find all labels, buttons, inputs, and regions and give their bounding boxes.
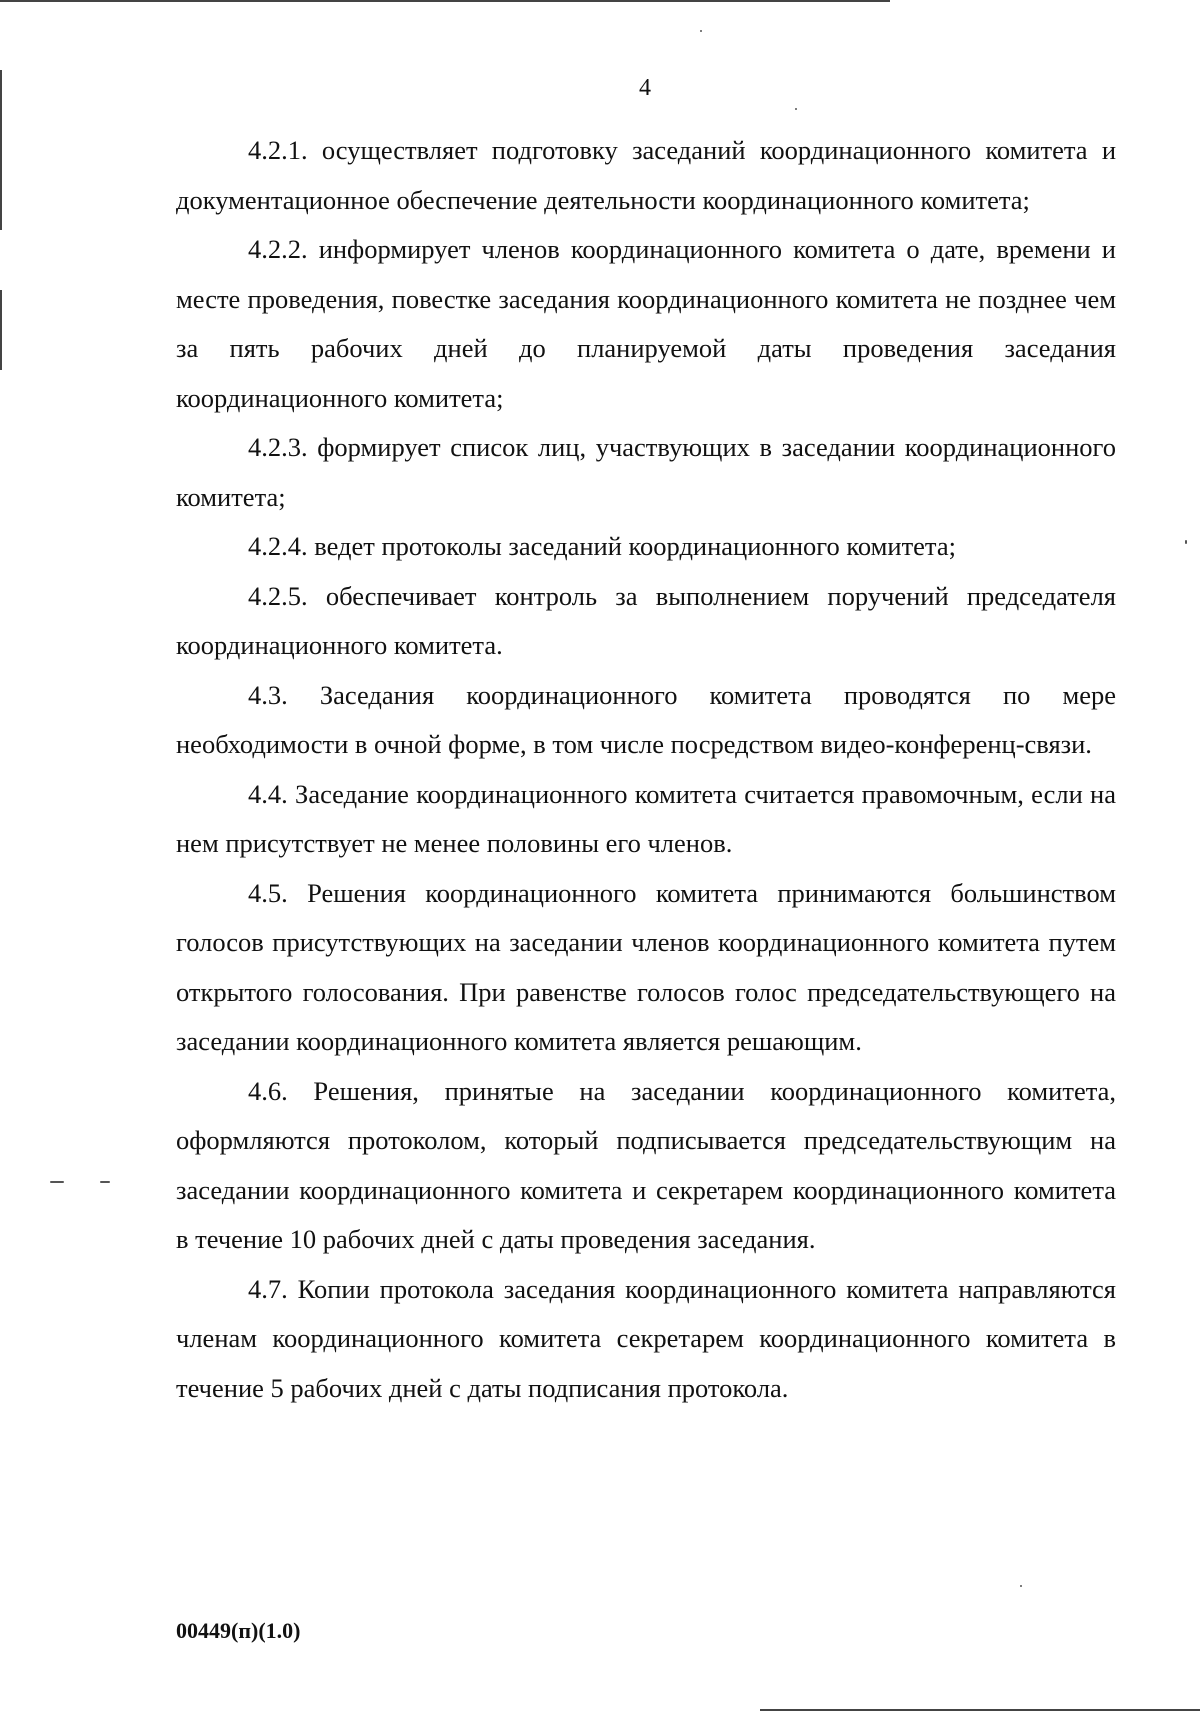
scan-speck [795, 108, 797, 110]
paragraph-4-2-4: 4.2.4. ведет протоколы заседаний координационного комитета; [248, 531, 956, 561]
scan-speck [700, 30, 702, 32]
page-number: 4 [639, 75, 651, 101]
paragraph-4-2-1: 4.2.1. осуществляет подготовку заседаний координационного комитета и документационное обеспечение деятельности координационного комитета; [176, 135, 1116, 215]
paragraph-4-4: 4.4. Заседание координационного комитета считается правомочным, если на нем присутствует не менее половины его членов. [176, 778, 1116, 858]
paragraph-4-5: 4.5. Решения координационного комитета принимаются большинством голосов присутствующих на заседании членов координационного комитета путем открытого голосования. При равенстве голосов голос председательствующего на заседании координационного комитета является решающим. [176, 877, 1116, 1056]
document-body [176, 126, 1116, 1413]
paragraph-4-3: 4.3. Заседания координационного комитета проводятся по мере необходимости в очной форме, в том числе посредством видео-конференц-связи. [176, 679, 1116, 759]
scan-top-rule [0, 0, 890, 2]
scan-left-edge-mark-lower [0, 290, 2, 370]
paragraph-4-2-2: 4.2.2. информирует членов координационного комитета о дате, времени и месте проведения, повестке заседания координационного комитета не позднее чем за пять рабочих дней до планируемой даты проведения заседания координационного комитета; [176, 234, 1116, 413]
scan-speck [50, 1181, 64, 1183]
scan-speck [100, 1181, 110, 1183]
paragraph-4-7: 4.7. Копии протокола заседания координационного комитета направляются членам координационного комитета секретарем координационного комитета в течение 5 рабочих дней с даты подписания протокола. [176, 1273, 1116, 1403]
document-code: 00449(п)(1.0) [176, 1618, 301, 1643]
scan-speck [1185, 540, 1187, 544]
paragraph-4-2-5: 4.2.5. обеспечивает контроль за выполнением поручений председателя координационного комитета. [176, 580, 1116, 660]
scan-speck [1020, 1585, 1022, 1587]
paragraph-4-6: 4.6. Решения, принятые на заседании координационного комитета, оформляются протоколом, который подписывается председательствующим на заседании координационного комитета и секретарем координационного комитета в течение 10 рабочих дней с даты проведения заседания. [176, 1075, 1116, 1254]
paragraph-4-2-3: 4.2.3. формирует список лиц, участвующих в заседании координационного комитета; [176, 432, 1116, 512]
scan-bottom-rule [760, 1709, 1200, 1711]
